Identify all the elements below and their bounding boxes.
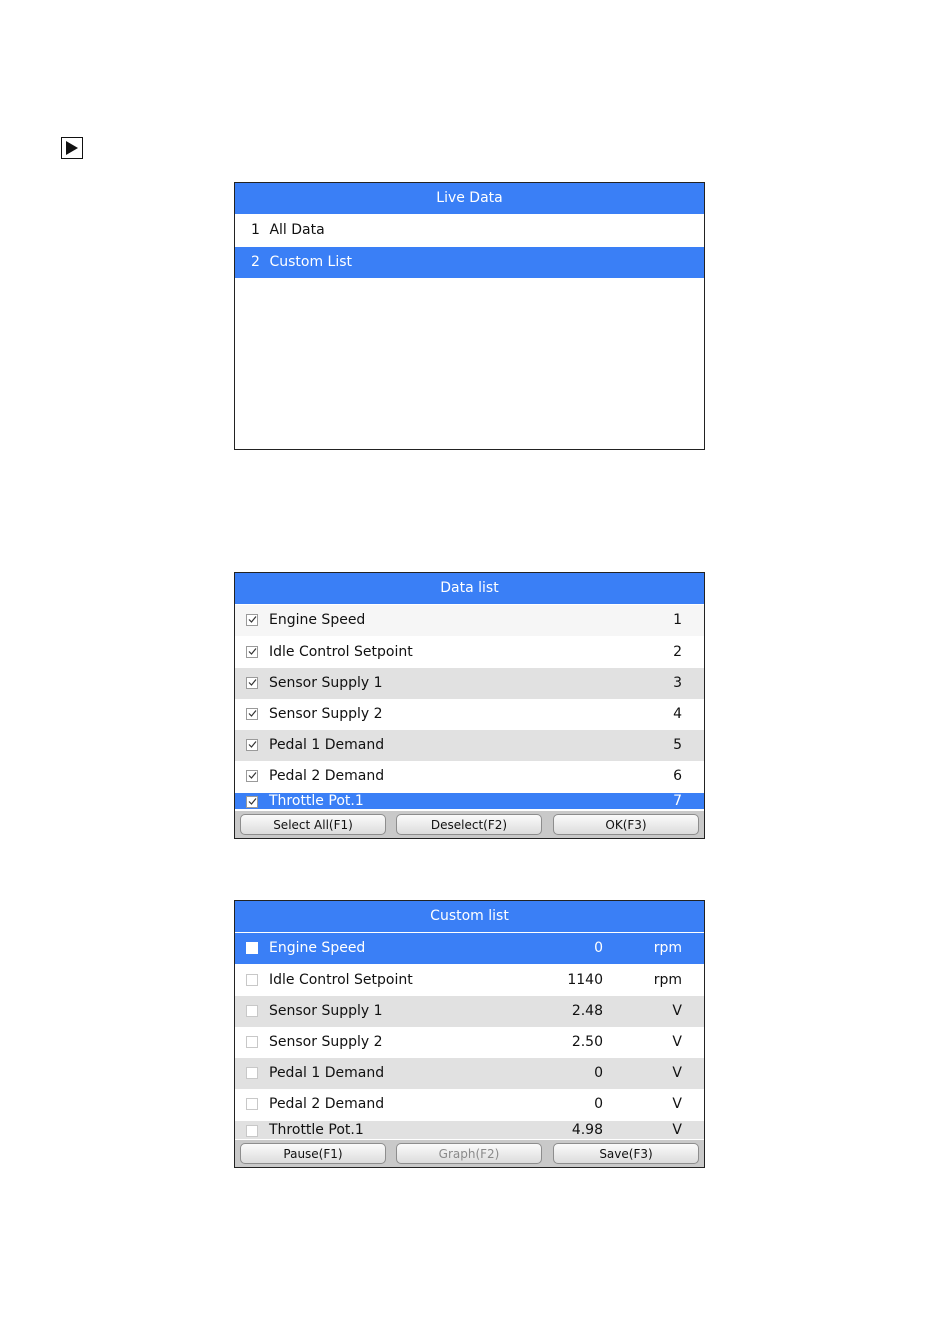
checkbox-unchecked[interactable]	[246, 942, 258, 954]
parameter-name: Sensor Supply 1	[269, 675, 383, 691]
menu-item-number: 2	[251, 254, 260, 270]
button-bar	[235, 811, 704, 838]
parameter-name: Sensor Supply 2	[269, 1034, 383, 1050]
menu-item-number: 1	[251, 222, 260, 238]
graph-button[interactable]: Graph(F2)	[396, 1143, 542, 1164]
checkbox-checked[interactable]	[246, 614, 258, 626]
save-button[interactable]: Save(F3)	[553, 1143, 699, 1164]
parameter-name: Engine Speed	[269, 940, 366, 956]
data-list-row[interactable]	[235, 605, 704, 636]
parameter-unit: V	[672, 1096, 682, 1112]
checkbox-checked[interactable]	[246, 677, 258, 689]
parameter-index: 6	[673, 768, 682, 784]
custom-list-row[interactable]	[235, 996, 704, 1027]
data-list-row[interactable]	[235, 668, 704, 699]
parameter-unit: V	[672, 1122, 682, 1138]
checkbox-unchecked[interactable]	[246, 1125, 258, 1137]
parameter-value: 2.48	[571, 1003, 603, 1019]
parameter-name: Pedal 1 Demand	[269, 1065, 385, 1081]
parameter-name: Engine Speed	[269, 612, 366, 628]
parameter-index: 7	[673, 793, 682, 809]
select-all-button[interactable]: Select All(F1)	[240, 814, 386, 835]
data-list-screen	[234, 572, 705, 839]
live-data-menu-screen	[234, 182, 705, 450]
live-data-title: Live Data	[235, 183, 704, 214]
parameter-value: 0	[594, 940, 603, 956]
parameter-value: 0	[594, 1096, 603, 1112]
checkbox-unchecked[interactable]	[246, 1005, 258, 1017]
parameter-index: 3	[673, 675, 682, 691]
custom-list-row[interactable]	[235, 1027, 704, 1058]
custom-list-title: Custom list	[235, 901, 704, 932]
parameter-value: 4.98	[571, 1122, 603, 1138]
checkbox-unchecked[interactable]	[246, 1036, 258, 1048]
parameter-name: Idle Control Setpoint	[269, 972, 413, 988]
parameter-value: 2.50	[571, 1034, 603, 1050]
parameter-unit: V	[672, 1065, 682, 1081]
data-list-row[interactable]	[235, 761, 704, 792]
parameter-value: 1140	[567, 972, 603, 988]
checkbox-unchecked[interactable]	[246, 1067, 258, 1079]
custom-list-row-selected[interactable]	[235, 933, 704, 964]
parameter-name: Throttle Pot.1	[269, 1122, 364, 1138]
menu-item-custom-list[interactable]	[235, 247, 704, 278]
parameter-unit: rpm	[653, 940, 682, 956]
parameter-value: 0	[594, 1065, 603, 1081]
parameter-name: Sensor Supply 1	[269, 1003, 383, 1019]
pause-button[interactable]: Pause(F1)	[240, 1143, 386, 1164]
parameter-name: Idle Control Setpoint	[269, 644, 413, 660]
parameter-index: 2	[673, 644, 682, 660]
ok-button[interactable]: OK(F3)	[553, 814, 699, 835]
data-list-row[interactable]	[235, 730, 704, 761]
parameter-index: 4	[673, 706, 682, 722]
menu-item-label: All Data	[269, 222, 325, 238]
checkbox-checked[interactable]	[246, 770, 258, 782]
custom-list-row[interactable]	[235, 965, 704, 996]
parameter-name: Pedal 2 Demand	[269, 768, 385, 784]
menu-item-label: Custom List	[269, 254, 353, 270]
parameter-name: Throttle Pot.1	[269, 793, 364, 809]
checkbox-checked[interactable]	[246, 646, 258, 658]
checkbox-checked[interactable]	[246, 708, 258, 720]
checkbox-unchecked[interactable]	[246, 974, 258, 986]
data-list-title: Data list	[235, 573, 704, 604]
button-bar	[235, 1140, 704, 1167]
checkbox-unchecked[interactable]	[246, 1098, 258, 1110]
parameter-unit: V	[672, 1034, 682, 1050]
checkbox-checked[interactable]	[246, 739, 258, 751]
parameter-name: Sensor Supply 2	[269, 706, 383, 722]
data-list-row-selected[interactable]	[235, 793, 704, 809]
custom-list-row[interactable]	[235, 1089, 704, 1120]
parameter-name: Pedal 1 Demand	[269, 737, 385, 753]
custom-list-row[interactable]	[235, 1121, 704, 1139]
parameter-index: 1	[673, 612, 682, 628]
parameter-unit: rpm	[653, 972, 682, 988]
deselect-button[interactable]: Deselect(F2)	[396, 814, 542, 835]
custom-list-row[interactable]	[235, 1058, 704, 1089]
parameter-name: Pedal 2 Demand	[269, 1096, 385, 1112]
custom-list-screen	[234, 900, 705, 1168]
data-list-row[interactable]	[235, 699, 704, 730]
parameter-index: 5	[673, 737, 682, 753]
checkbox-checked[interactable]	[246, 796, 258, 808]
data-list-row[interactable]	[235, 637, 704, 668]
parameter-unit: V	[672, 1003, 682, 1019]
menu-item-all-data[interactable]	[235, 215, 704, 246]
play-icon	[61, 137, 83, 159]
